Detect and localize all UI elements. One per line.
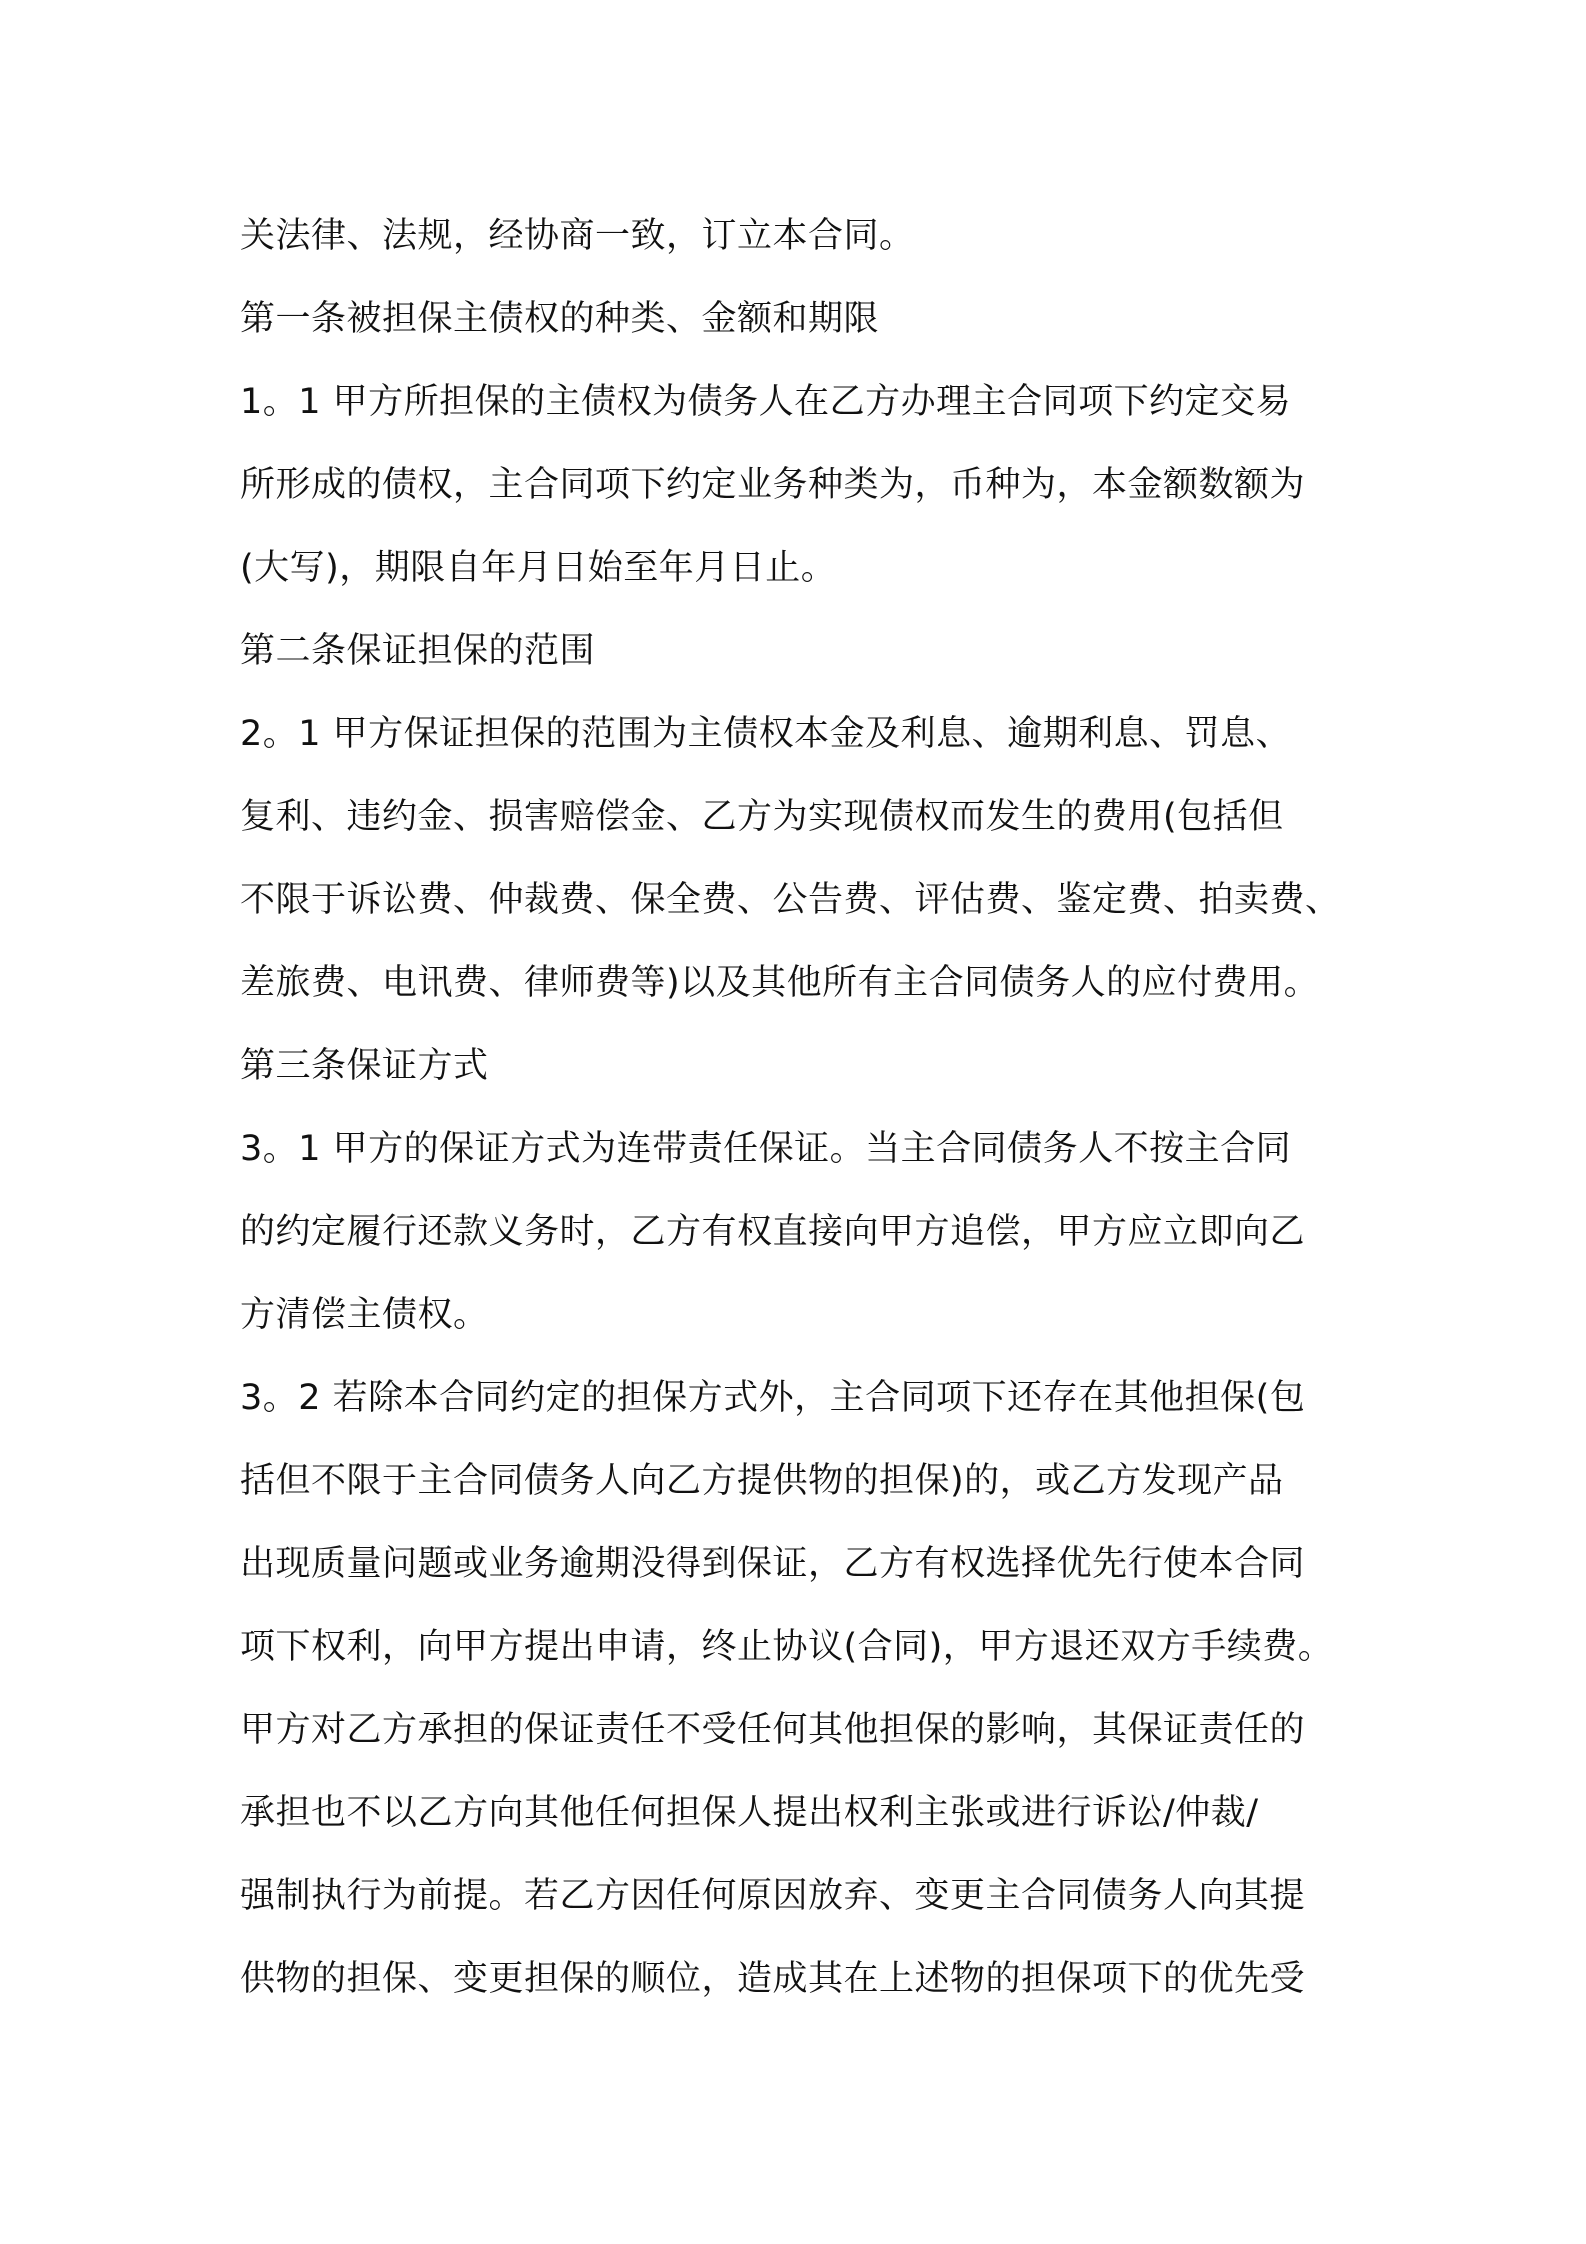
text-line: 3。1 甲方的保证方式为连带责任保证。当主合同债务人不按主合同 <box>240 1129 1292 1169</box>
text-line: 的约定履行还款义务时，乙方有权直接向甲方追偿，甲方应立即向乙 <box>240 1212 1306 1252</box>
contract-text <box>240 195 1360 2021</box>
text-line: 1。1 甲方所担保的主债权为债务人在乙方办理主合同项下约定交易 <box>240 382 1292 422</box>
article-3-heading: 第三条保证方式 <box>240 1046 489 1086</box>
text-line: 复利、违约金、损害赔偿金、乙方为实现债权而发生的费用(包括但 <box>240 797 1284 837</box>
text-line: 项下权利，向甲方提出申请，终止协议(合同)，甲方退还双方手续费。 <box>240 1627 1334 1667</box>
text-line: 差旅费、电讯费、律师费等)以及其他所有主合同债务人的应付费用。 <box>240 963 1320 1003</box>
text-line: 承担也不以乙方向其他任何担保人提出权利主张或进行诉讼/仲裁/ <box>240 1793 1259 1833</box>
text-line: 甲方对乙方承担的保证责任不受任何其他担保的影响，其保证责任的 <box>240 1710 1306 1750</box>
text-line: 关法律、法规，经协商一致，订立本合同。 <box>240 216 915 256</box>
article-2-heading: 第二条保证担保的范围 <box>240 631 596 671</box>
text-line: 所形成的债权，主合同项下约定业务种类为，币种为，本金额数额为 <box>240 465 1306 505</box>
text-line: (大写)，期限自年月日始至年月日止。 <box>240 548 837 588</box>
text-line: 3。2 若除本合同约定的担保方式外，主合同项下还存在其他担保(包 <box>240 1378 1306 1418</box>
text-line: 方清偿主债权。 <box>240 1295 489 1335</box>
text-line: 2。1 甲方保证担保的范围为主债权本金及利息、逾期利息、罚息、 <box>240 714 1292 754</box>
text-line: 强制执行为前提。若乙方因任何原因放弃、变更主合同债务人向其提 <box>240 1876 1306 1916</box>
text-line: 括但不限于主合同债务人向乙方提供物的担保)的，或乙方发现产品 <box>240 1461 1284 1501</box>
article-1-heading: 第一条被担保主债权的种类、金额和期限 <box>240 299 880 339</box>
text-line: 不限于诉讼费、仲裁费、保全费、公告费、评估费、鉴定费、拍卖费、 <box>240 880 1341 920</box>
text-line: 出现质量问题或业务逾期没得到保证，乙方有权选择优先行使本合同 <box>240 1544 1306 1584</box>
text-line: 供物的担保、变更担保的顺位，造成其在上述物的担保项下的优先受 <box>240 1959 1306 1999</box>
